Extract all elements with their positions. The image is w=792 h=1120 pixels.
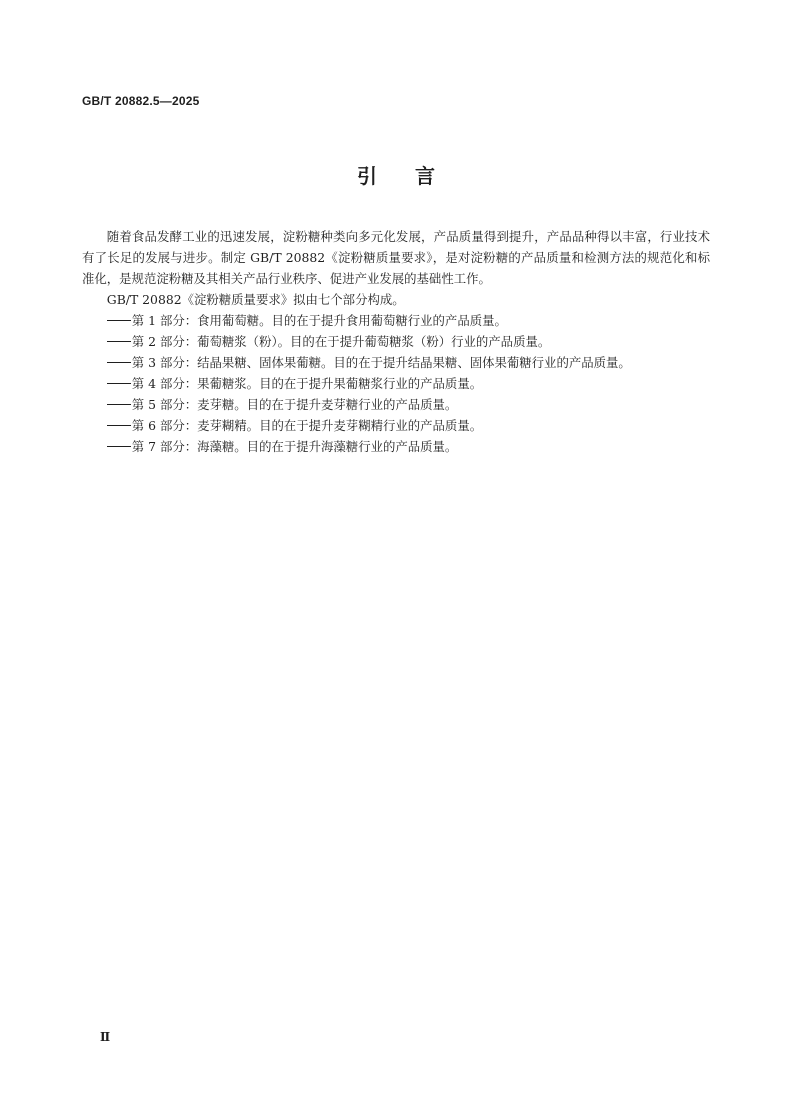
part-text: 第 1 部分：食用葡萄糖。目的在于提升食用葡萄糖行业的产品质量。 bbox=[131, 313, 507, 328]
list-item bbox=[82, 331, 710, 352]
dash-bullet bbox=[107, 341, 131, 342]
part-text: 第 4 部分：果葡糖浆。目的在于提升果葡糖浆行业的产品质量。 bbox=[131, 376, 483, 391]
part-text: 第 6 部分：麦芽糊精。目的在于提升麦芽糊精行业的产品质量。 bbox=[131, 418, 483, 433]
list-item bbox=[82, 436, 710, 457]
part-text: 第 5 部分：麦芽糖。目的在于提升麦芽糖行业的产品质量。 bbox=[131, 397, 458, 412]
dash-bullet bbox=[107, 320, 131, 321]
page-number: Ⅱ bbox=[100, 1030, 111, 1044]
part-text: 第 3 部分：结晶果糖、固体果葡糖。目的在于提升结晶果糖、固体果葡糖行业的产品质量。 bbox=[131, 355, 631, 370]
dash-bullet bbox=[107, 446, 131, 447]
dash-bullet bbox=[107, 425, 131, 426]
standard-code: GB/T 20882.5—2025 bbox=[82, 94, 200, 108]
list-item bbox=[82, 352, 710, 373]
dash-bullet bbox=[107, 383, 131, 384]
part-text: 第 7 部分：海藻糖。目的在于提升海藻糖行业的产品质量。 bbox=[131, 439, 458, 454]
part-text: 第 2 部分：葡萄糖浆（粉）。目的在于提升葡萄糖浆（粉）行业的产品质量。 bbox=[131, 334, 551, 349]
dash-bullet bbox=[107, 404, 131, 405]
list-item bbox=[82, 415, 710, 436]
list-item bbox=[82, 373, 710, 394]
parts-list bbox=[82, 310, 710, 457]
dash-bullet bbox=[107, 362, 131, 363]
page-title: 引言 bbox=[357, 164, 473, 188]
document-body bbox=[82, 226, 710, 457]
list-item bbox=[82, 310, 710, 331]
intro-paragraph: 随着食品发酵工业的迅速发展，淀粉糖种类向多元化发展，产品质量得到提升，产品品种得以丰富，行业技术有了长足的发展与进步。制定 GB/T 20882《淀粉糖质量要求》，是对淀粉糖的产品质量和检测方法的规范化和标准化，是规范淀粉糖及其相关产品行业秩序、促进产业发展的基础性工作。 bbox=[82, 229, 710, 286]
structure-paragraph: GB/T 20882《淀粉糖质量要求》拟由七个部分构成。 bbox=[106, 292, 405, 307]
list-item bbox=[82, 394, 710, 415]
